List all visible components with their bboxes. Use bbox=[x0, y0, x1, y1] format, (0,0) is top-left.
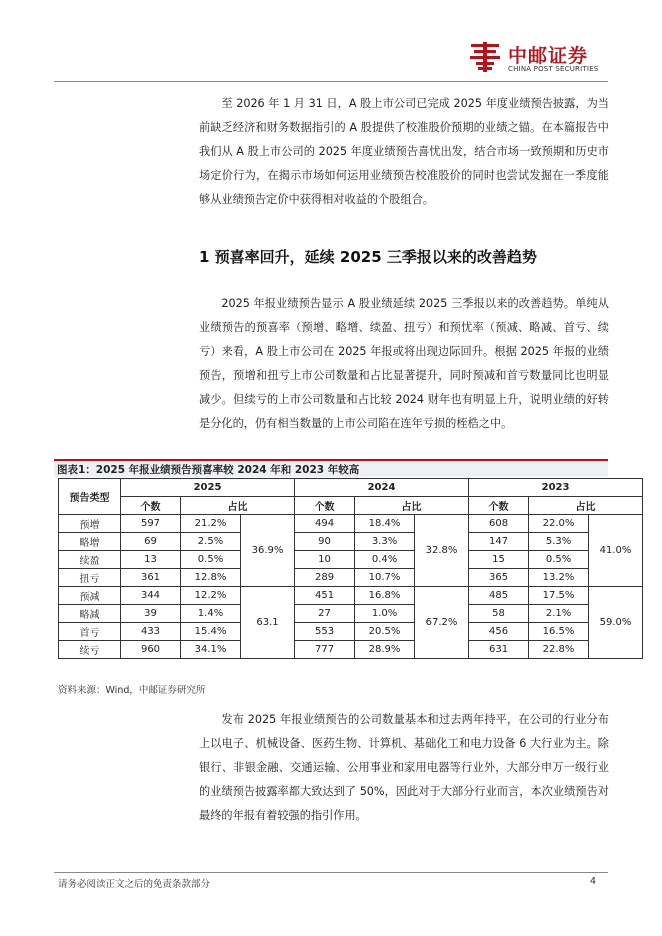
count-cell: 147 bbox=[469, 533, 529, 551]
share-header: 占比 bbox=[355, 497, 469, 515]
share-cell: 2.5% bbox=[181, 533, 241, 551]
share-cell: 20.5% bbox=[355, 623, 415, 641]
share-cell: 17.5% bbox=[529, 587, 589, 605]
footer-disclaimer: 请务必阅读正文之后的免责条款部分 bbox=[58, 879, 211, 890]
share-header: 占比 bbox=[181, 497, 295, 515]
share-cell: 0.5% bbox=[529, 551, 589, 569]
share-cell: 16.5% bbox=[529, 623, 589, 641]
count-cell: 39 bbox=[121, 605, 181, 623]
type-header: 预告类型 bbox=[59, 479, 121, 515]
intro-paragraph: 至 2026 年 1 月 31 日，A 股上市公司已完成 2025 年度业绩预告披露，为当前缺乏经济和财务数据指引的 A 股提供了校准股价预期的业绩之锚。在本篇报告中我们从 A 股上市公司的 2025 年度业绩预告喜忧出发，结合市场一致预期和历史市场定价行为，在揭示市场如何运用业绩预告校准股价的同时也尝试发掘在一季度能够从业绩预告定价中获得相对收益的个股组合。 bbox=[199, 97, 609, 206]
logo-english-name: CHINA POST SECURITIES bbox=[508, 65, 599, 73]
table-row bbox=[59, 515, 643, 533]
header-divider bbox=[54, 81, 608, 82]
count-cell: 289 bbox=[295, 569, 355, 587]
count-cell: 433 bbox=[121, 623, 181, 641]
count-cell: 777 bbox=[295, 641, 355, 659]
count-cell: 344 bbox=[121, 587, 181, 605]
section-title: 1 预喜率回升，延续 2025 三季报以来的改善趋势 bbox=[199, 248, 537, 266]
type-cell: 续盈 bbox=[59, 551, 121, 569]
count-cell: 58 bbox=[469, 605, 529, 623]
table-row bbox=[59, 641, 643, 659]
figure-title: 图表1：2025 年报业绩预告预喜率较 2024 年和 2023 年较高 bbox=[54, 459, 608, 477]
count-header: 个数 bbox=[295, 497, 355, 515]
count-cell: 69 bbox=[121, 533, 181, 551]
type-cell: 略增 bbox=[59, 533, 121, 551]
share-cell: 22.0% bbox=[529, 515, 589, 533]
year-header: 2025 bbox=[121, 479, 295, 497]
count-cell: 494 bbox=[295, 515, 355, 533]
share-cell: 18.4% bbox=[355, 515, 415, 533]
type-cell: 首亏 bbox=[59, 623, 121, 641]
share-cell: 13.2% bbox=[529, 569, 589, 587]
share-cell: 1.0% bbox=[355, 605, 415, 623]
count-cell: 485 bbox=[469, 587, 529, 605]
share-cell: 22.8% bbox=[529, 641, 589, 659]
negative-total-cell: 67.2% bbox=[415, 587, 469, 659]
count-cell: 553 bbox=[295, 623, 355, 641]
table-row bbox=[59, 533, 643, 551]
count-cell: 960 bbox=[121, 641, 181, 659]
share-cell: 16.8% bbox=[355, 587, 415, 605]
count-header: 个数 bbox=[121, 497, 181, 515]
type-cell: 预减 bbox=[59, 587, 121, 605]
forecast-table bbox=[58, 478, 643, 659]
share-cell: 2.1% bbox=[529, 605, 589, 623]
figure-source: 资料来源：Wind，中邮证券研究所 bbox=[58, 685, 206, 696]
footer-divider bbox=[54, 872, 608, 873]
share-header: 占比 bbox=[529, 497, 643, 515]
positive-total-cell: 32.8% bbox=[415, 515, 469, 587]
count-cell: 451 bbox=[295, 587, 355, 605]
count-cell: 361 bbox=[121, 569, 181, 587]
share-cell: 15.4% bbox=[181, 623, 241, 641]
positive-total-cell: 36.9% bbox=[241, 515, 295, 587]
year-header: 2024 bbox=[295, 479, 469, 497]
share-cell: 3.3% bbox=[355, 533, 415, 551]
negative-total-cell: 63.1 bbox=[241, 587, 295, 659]
share-cell: 0.4% bbox=[355, 551, 415, 569]
share-cell: 21.2% bbox=[181, 515, 241, 533]
china-post-logo-icon bbox=[468, 40, 502, 74]
share-cell: 28.9% bbox=[355, 641, 415, 659]
positive-total-cell: 41.0% bbox=[589, 515, 643, 587]
count-cell: 15 bbox=[469, 551, 529, 569]
share-cell: 12.2% bbox=[181, 587, 241, 605]
count-cell: 631 bbox=[469, 641, 529, 659]
type-cell: 预增 bbox=[59, 515, 121, 533]
count-cell: 597 bbox=[121, 515, 181, 533]
table-row bbox=[59, 605, 643, 623]
page-number: 4 bbox=[590, 876, 597, 887]
share-cell: 10.7% bbox=[355, 569, 415, 587]
type-cell: 略减 bbox=[59, 605, 121, 623]
count-cell: 608 bbox=[469, 515, 529, 533]
logo-chinese-name: 中邮证券 bbox=[508, 45, 589, 67]
table-row bbox=[59, 587, 643, 605]
body-paragraph-1: 2025 年报业绩预告显示 A 股业绩延续 2025 三季报以来的改善趋势。单纯从业绩预告的预喜率（预增、略增、续盈、扭亏）和预忧率（预减、略减、首亏、续亏）来看，A 股上市公司在 2025 年报或将出现边际回升。根据 2025 年报的业绩预告，预增和扭亏上市公司数量和占比显著提升，同时预减和首亏数量同比也明显减少。但续亏的上市公司数量和占比较 2024 财年也有明显上升，说明业绩的好转是分化的，仍有相当数量的上市公司陷在连年亏损的桎梏之中。 bbox=[199, 297, 609, 430]
count-cell: 365 bbox=[469, 569, 529, 587]
share-cell: 34.1% bbox=[181, 641, 241, 659]
type-cell: 扭亏 bbox=[59, 569, 121, 587]
count-cell: 27 bbox=[295, 605, 355, 623]
negative-total-cell: 59.0% bbox=[589, 587, 643, 659]
share-cell: 5.3% bbox=[529, 533, 589, 551]
share-cell: 12.8% bbox=[181, 569, 241, 587]
count-cell: 90 bbox=[295, 533, 355, 551]
count-cell: 13 bbox=[121, 551, 181, 569]
table-header-row bbox=[59, 479, 643, 497]
count-header: 个数 bbox=[469, 497, 529, 515]
share-cell: 0.5% bbox=[181, 551, 241, 569]
year-header: 2023 bbox=[469, 479, 643, 497]
table-row bbox=[59, 623, 643, 641]
count-cell: 456 bbox=[469, 623, 529, 641]
table-row bbox=[59, 551, 643, 569]
share-cell: 1.4% bbox=[181, 605, 241, 623]
count-cell: 10 bbox=[295, 551, 355, 569]
body-paragraph-2: 发布 2025 年报业绩预告的公司数量基本和过去两年持平，在公司的行业分布上以电子、机械设备、医药生物、计算机、基础化工和电力设备 6 大行业为主。除银行、非银金融、交通运输、公用事业和家用电器等行业外，大部分申万一级行业的业绩预告披露率都大致达到了 50%，因此对于大部分行业而言，本次业绩预告对最终的年报有着较强的指引作用。 bbox=[199, 713, 609, 822]
type-cell: 续亏 bbox=[59, 641, 121, 659]
company-logo bbox=[468, 38, 618, 78]
table-row bbox=[59, 569, 643, 587]
table-subheader-row bbox=[59, 497, 643, 515]
